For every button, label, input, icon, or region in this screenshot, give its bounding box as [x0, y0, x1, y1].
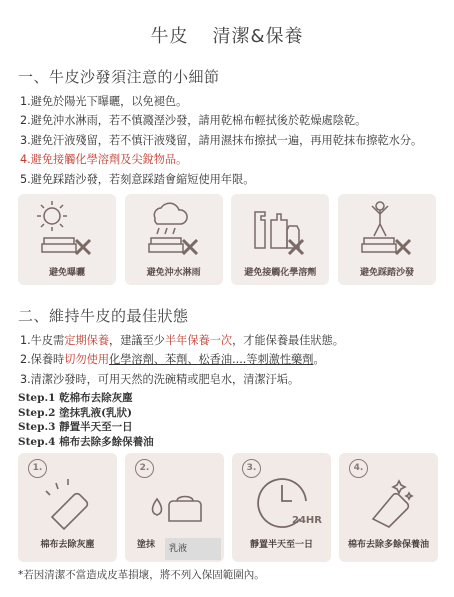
list-item: 1.避免於陽光下曝曬，以免褪色。: [20, 95, 188, 108]
step-label: 塗抹: [137, 540, 156, 550]
tile-avoid-sun: [18, 194, 116, 285]
clock-text: 24HR: [292, 515, 322, 526]
list-item: 5.避免踩踏沙發，若刻意踩踏會縮短使用年限。: [20, 172, 255, 186]
step-number: 2.: [135, 459, 154, 478]
text: ，建議至少: [109, 334, 165, 347]
rain-sofa-icon: [139, 198, 209, 260]
avoid-tiles: [18, 194, 436, 285]
list-item: [20, 350, 344, 369]
highlight-text: 定期保養: [64, 334, 110, 347]
person-on-sofa-icon: [352, 198, 422, 260]
section2-list: [20, 331, 344, 389]
hand-polish-icon: [359, 471, 421, 533]
step-tile-4: [339, 453, 438, 562]
text: 2.保養時: [20, 353, 65, 367]
steps-list: [18, 391, 154, 449]
step-label: 棉布去除灰塵: [40, 540, 95, 550]
tile-label: 避免曝曬: [48, 268, 85, 278]
list-item-warning: 4.避免接觸化學溶劑及尖銳物品。: [20, 153, 188, 167]
title-right: 清潔&保養: [212, 26, 304, 47]
section2-heading: 二、維持牛皮的最佳狀態: [18, 307, 189, 325]
underlined-text: 化學溶劑、苯劑、松香油....等刺激性藥劑: [109, 353, 314, 367]
lotion-drop-icon: [145, 471, 207, 533]
tile-avoid-rain: [125, 194, 223, 285]
text: 1.牛皮需: [20, 334, 65, 347]
text: ，才能保養最佳狀態。: [232, 334, 344, 347]
chemical-bottles-icon: [245, 198, 315, 260]
clock-icon: [252, 471, 322, 537]
step-item: Step.2 塗抹乳液(乳狀): [18, 406, 133, 419]
section1-heading: 一、牛皮沙發須注意的小細節: [18, 68, 220, 86]
lotion-tag: 乳液: [165, 538, 221, 560]
step-label: 靜置半天至一日: [249, 540, 313, 550]
list-item: 3.清潔沙發時，可用天然的洗碗精或肥皂水，清潔汙垢。: [20, 372, 300, 386]
section1-list: [20, 92, 422, 189]
step-item: Step.1 乾棉布去除灰塵: [18, 392, 133, 404]
tile-avoid-chemical: [231, 194, 329, 285]
step-tile-2: [125, 453, 224, 562]
tile-label: 避免沖水淋雨: [146, 268, 201, 278]
hand-wipe-icon: [38, 471, 100, 533]
step-number: 4.: [349, 459, 368, 478]
step-label: 棉布去除多餘保養油: [347, 540, 429, 550]
list-item: 2.避免沖水淋雨，若不慎濺溼沙發，請用乾棉布輕拭後於乾燥處陰乾。: [20, 114, 367, 128]
highlight-text: 切勿使用: [64, 353, 110, 367]
step-tile-3: [232, 453, 331, 562]
step-number: 1.: [28, 459, 47, 478]
footer-note: *若因清潔不當造成皮革損壞，將不列入保固範圍內。: [18, 569, 265, 581]
list-item: [20, 331, 344, 350]
step-item: Step.4 棉布去除多餘保養油: [18, 435, 154, 448]
tile-label: 避免接觸化學溶劑: [244, 268, 317, 278]
title-left: 牛皮: [150, 26, 189, 47]
step-item: Step.3 靜置半天至一日: [18, 421, 133, 433]
tile-avoid-stepping: [338, 194, 436, 285]
step-tiles: [18, 453, 438, 562]
step-tile-1: [18, 453, 117, 562]
page-title: [0, 22, 454, 48]
list-item: 3.避免汗液殘留，若不慎汗液殘留，請用濕抹布擦拭一遍，再用乾抹布擦乾水分。: [20, 133, 423, 147]
highlight-text: 半年保養一次: [164, 334, 233, 347]
step-number: 3.: [242, 459, 261, 478]
text: 。: [313, 353, 325, 367]
sun-sofa-icon: [32, 198, 102, 260]
tile-label: 避免踩踏沙發: [359, 268, 414, 278]
